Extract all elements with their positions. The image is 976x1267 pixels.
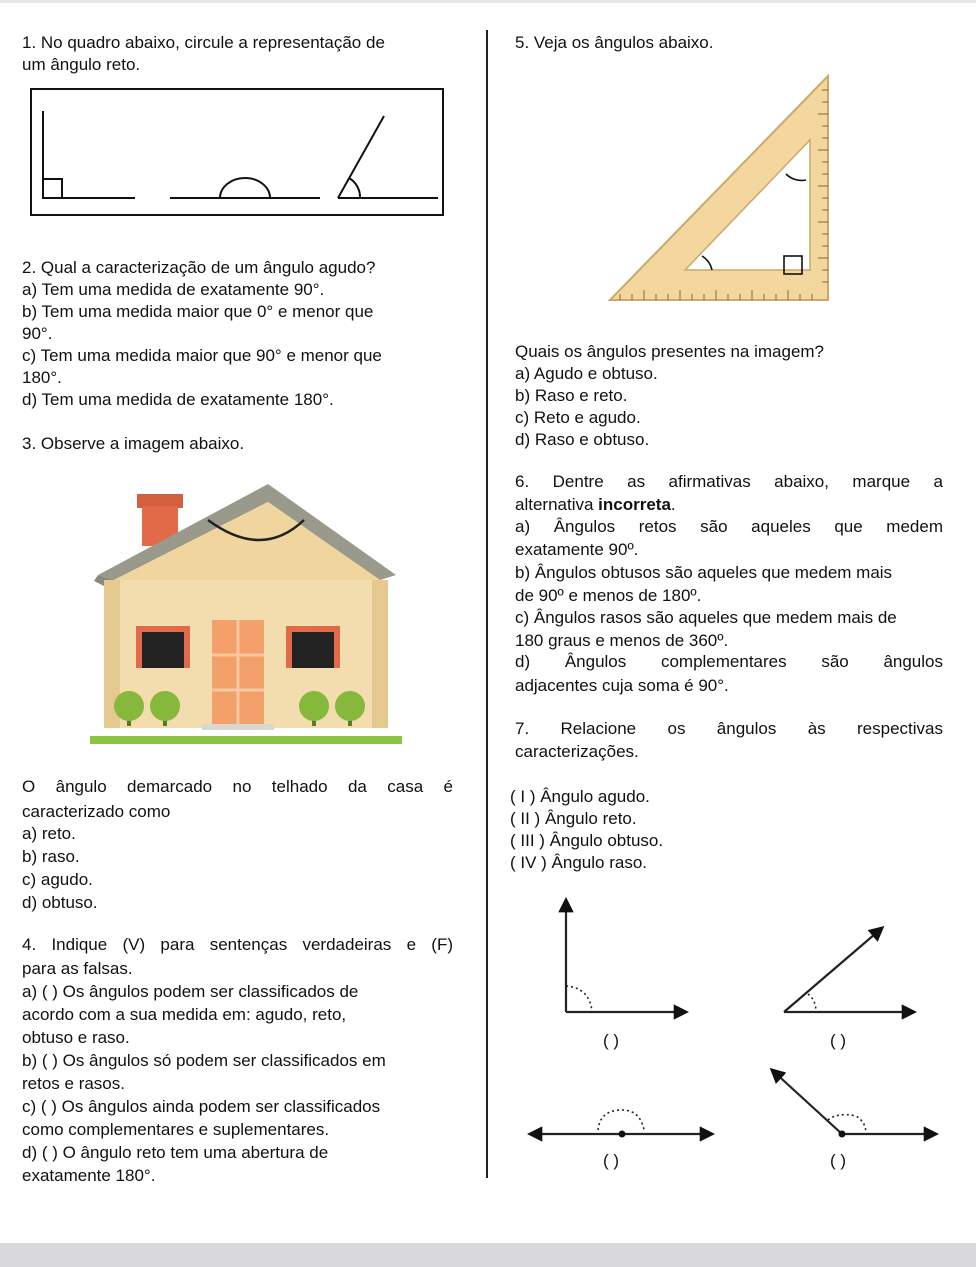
q4-item-a-cont-1: acordo com a sua medida em: agudo, reto, — [22, 1005, 347, 1024]
column-divider — [486, 30, 488, 1178]
q7-line-1: 7. Relacione os ângulos às respectivas — [515, 719, 943, 738]
q1-line-1: 1. No quadro abaixo, circule a representação de — [22, 33, 385, 52]
q6-option-b-cont: de 90º e menos de 180º. — [515, 586, 702, 605]
q4-item-c[interactable]: c) ( ) Os ângulos ainda podem ser classificados — [22, 1097, 381, 1116]
q7-straight-vertex — [619, 1131, 626, 1138]
q2-option-c[interactable]: c) Tem uma medida maior que 90° e menor que — [22, 346, 382, 365]
bush-2 — [150, 691, 180, 721]
q6-option-d-cont: adjacentes cuja soma é 90°. — [515, 676, 729, 695]
q7-item-iii: ( III ) Ângulo obtuso. — [510, 831, 664, 850]
q4-item-c-cont: como complementares e suplementares. — [22, 1120, 330, 1139]
q6-line-2-prefix: alternativa — [515, 495, 599, 514]
q7-acute-arc — [808, 994, 816, 1012]
bush-3 — [299, 691, 329, 721]
q4-item-d[interactable]: d) ( ) O ângulo reto tem uma abertura de — [22, 1143, 329, 1162]
q7-answer-blank-right[interactable]: ( ) — [603, 1031, 620, 1050]
q6-line-2 — [515, 494, 676, 515]
chimney-top — [137, 494, 183, 508]
q6-incorreta: incorreta — [598, 495, 671, 514]
ground — [90, 736, 402, 744]
q7-straight-arc — [598, 1110, 644, 1130]
q7-obtuse-inclined-ray — [772, 1070, 842, 1134]
set-square-illustration — [600, 70, 850, 310]
right-window — [292, 632, 334, 668]
wall-side-right — [372, 580, 388, 728]
q3-text-line-2: caracterizado como — [22, 802, 171, 821]
q3-question: 3. Observe a imagem abaixo. — [22, 434, 245, 453]
q6-option-a-cont: exatamente 90º. — [515, 540, 639, 559]
q5-option-a[interactable]: a) Agudo e obtuso. — [515, 364, 658, 383]
q6-option-d[interactable]: d) Ângulos complementares são ângulos — [515, 652, 943, 671]
q2-question: 2. Qual a caracterização de um ângulo agudo? — [22, 258, 376, 277]
q7-right-angle-arc — [566, 986, 592, 1012]
q7-item-ii: ( II ) Ângulo reto. — [510, 809, 637, 828]
q6-line-1: 6. Dentre as afirmativas abaixo, marque a — [515, 472, 943, 491]
house-illustration — [90, 480, 410, 750]
q2-option-a[interactable]: a) Tem uma medida de exatamente 90°. — [22, 280, 325, 299]
q7-acute-inclined-ray — [784, 928, 882, 1012]
q7-obtuse-vertex — [839, 1131, 846, 1138]
q7-obtuse-arc — [828, 1115, 866, 1134]
q2-option-d[interactable]: d) Tem uma medida de exatamente 180°. — [22, 390, 334, 409]
q6-option-c-cont: 180 graus e menos de 360º. — [515, 631, 729, 650]
q3-text-line-1: O ângulo demarcado no telhado da casa é — [22, 777, 453, 796]
q6-option-b[interactable]: b) Ângulos obtusos são aqueles que medem mais — [515, 563, 893, 582]
q7-line-2: caracterizações. — [515, 742, 639, 761]
right-angle-marker — [43, 179, 62, 198]
angle-options-drawing — [30, 88, 444, 216]
left-window — [142, 632, 184, 668]
q2-option-b[interactable]: b) Tem uma medida maior que 0° e menor que — [22, 302, 374, 321]
q4-line-1: 4. Indique (V) para sentenças verdadeiras e (F) — [22, 935, 453, 954]
q7-answer-blank-obtuse[interactable]: ( ) — [830, 1151, 847, 1170]
q2-option-b-cont: 90°. — [22, 324, 53, 343]
q7-item-i: ( I ) Ângulo agudo. — [510, 787, 650, 806]
bottom-bar — [0, 1243, 976, 1267]
q4-line-2: para as falsas. — [22, 959, 133, 978]
door-step — [202, 724, 274, 730]
q1-line-2: um ângulo reto. — [22, 55, 141, 74]
q4-item-a-cont-2: obtuso e raso. — [22, 1028, 130, 1047]
acute-angle-inclined-ray[interactable] — [338, 116, 384, 198]
q4-item-d-cont: exatamente 180°. — [22, 1166, 156, 1185]
q7-angles-drawing — [490, 890, 960, 1180]
q7-item-iv: ( IV ) Ângulo raso. — [510, 853, 648, 872]
q6-line-2-suffix: . — [670, 495, 676, 514]
q4-item-b[interactable]: b) ( ) Os ângulos só podem ser classificados em — [22, 1051, 386, 1070]
q7-answer-blank-straight[interactable]: ( ) — [603, 1151, 620, 1170]
acute-angle-arc — [349, 178, 360, 198]
q7-answer-blank-acute[interactable]: ( ) — [830, 1031, 847, 1050]
q3-option-d[interactable]: d) obtuso. — [22, 893, 98, 912]
q6-option-a[interactable]: a) Ângulos retos são aqueles que medem — [515, 517, 943, 536]
q5-option-c[interactable]: c) Reto e agudo. — [515, 408, 641, 427]
q3-option-b[interactable]: b) raso. — [22, 847, 80, 866]
q5-option-d[interactable]: d) Raso e obtuso. — [515, 430, 650, 449]
q2-option-c-cont: 180°. — [22, 368, 62, 387]
bush-4 — [335, 691, 365, 721]
q5-title: 5. Veja os ângulos abaixo. — [515, 33, 714, 52]
q3-option-c[interactable]: c) agudo. — [22, 870, 93, 889]
straight-angle-arc — [220, 178, 270, 198]
q5-option-b[interactable]: b) Raso e reto. — [515, 386, 628, 405]
q4-item-b-cont: retos e rasos. — [22, 1074, 125, 1093]
top-edge-line — [0, 0, 976, 3]
q4-item-a[interactable]: a) ( ) Os ângulos podem ser classificados de — [22, 982, 359, 1001]
bush-1 — [114, 691, 144, 721]
q5-question: Quais os ângulos presentes na imagem? — [515, 342, 825, 361]
q3-option-a[interactable]: a) reto. — [22, 824, 76, 843]
q6-option-c[interactable]: c) Ângulos rasos são aqueles que medem mais de — [515, 608, 897, 627]
